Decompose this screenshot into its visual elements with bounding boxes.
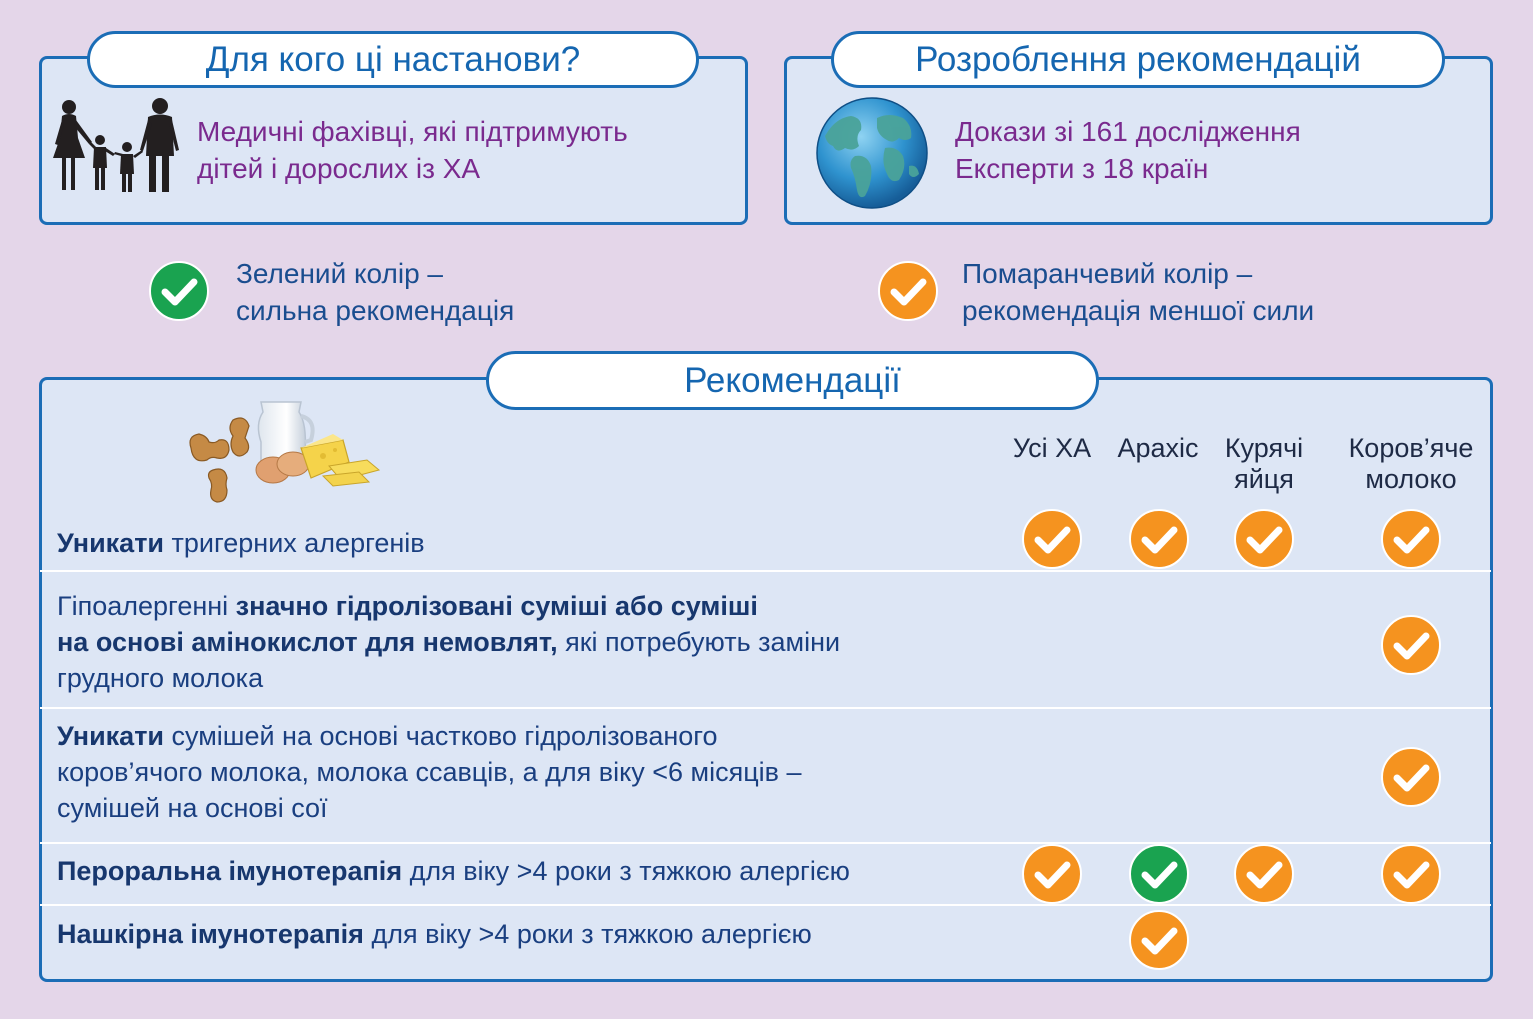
weak-check-icon xyxy=(1128,508,1190,570)
recommendation-line xyxy=(57,624,840,660)
recommendation-row-epicutaneous-immunotherapy xyxy=(57,916,812,952)
recommendation-row-avoid-triggers xyxy=(57,525,425,561)
food-allergens-icon xyxy=(183,390,383,510)
column-header-all-line-1: Усі ХА xyxy=(1012,433,1092,463)
recommendation-line xyxy=(57,588,840,624)
weak-check-icon xyxy=(1380,843,1442,905)
recommendation-row-hypoallergenic-formula xyxy=(57,588,840,696)
recommendation-emphasis: Пероральна імунотерапія xyxy=(57,856,403,886)
weak-check-icon xyxy=(1128,909,1190,971)
audience-text xyxy=(197,113,628,187)
strong-check-icon xyxy=(1128,843,1190,905)
recommendation-text: сумішей на основі сої xyxy=(57,793,328,823)
recommendation-emphasis: Нашкірна імунотерапія xyxy=(57,919,364,949)
family-silhouette-icon xyxy=(52,98,184,198)
recommendation-emphasis: значно гідролізовані суміші або суміші xyxy=(235,591,758,621)
weak-check-icon xyxy=(1233,508,1295,570)
development-title: Розроблення рекомендацій xyxy=(831,31,1445,88)
development-line-1: Докази зі 161 дослідження xyxy=(955,116,1301,147)
recommendation-text: грудного молока xyxy=(57,663,264,693)
column-header-milk-line-1: Коров’яче xyxy=(1348,433,1474,463)
column-header-milk-line-2: молоко xyxy=(1365,464,1457,494)
weak-check-icon xyxy=(1380,746,1442,808)
strong-recommendation-check-icon xyxy=(148,260,210,322)
weak-check-icon xyxy=(1380,508,1442,570)
column-header-milk xyxy=(1336,433,1486,495)
column-header-peanut xyxy=(1108,433,1208,464)
weak-check-icon xyxy=(1233,843,1295,905)
recommendation-line xyxy=(57,916,812,952)
recommendations-title: Рекомендації xyxy=(486,351,1099,410)
recommendation-text: сумішей на основі частково гідролізованого xyxy=(164,721,718,751)
globe-icon xyxy=(815,96,929,210)
recommendation-line xyxy=(57,660,840,696)
recommendation-text: Гіпоалергенні xyxy=(57,591,236,621)
weak-legend-text xyxy=(962,255,1314,329)
column-header-eggs-line-1: Курячі xyxy=(1224,433,1304,463)
recommendation-text: для віку >4 роки з тяжкою алергією xyxy=(402,856,850,886)
recommendation-text: тригерних алергенів xyxy=(164,528,425,558)
weak-check-icon xyxy=(1021,843,1083,905)
recommendation-emphasis: на основі амінокислот для немовлят, xyxy=(57,627,558,657)
recommendation-line xyxy=(57,718,802,754)
recommendation-text: коров’ячого молока, молока ссавців, а для віку <6 місяців – xyxy=(57,757,802,787)
recommendation-row-avoid-partial-hydrolysed xyxy=(57,718,802,826)
strong-legend-line-1: Зелений колір – xyxy=(236,258,443,289)
strong-legend-text xyxy=(236,255,514,329)
recommendation-emphasis: Уникати xyxy=(57,528,165,558)
recommendation-line xyxy=(57,853,850,889)
recommendation-row-oral-immunotherapy xyxy=(57,853,850,889)
weak-legend-line-2: рекомендація меншої сили xyxy=(962,295,1315,326)
strong-legend-line-2: сильна рекомендація xyxy=(236,295,515,326)
audience-line-1: Медичні фахівці, які підтримують xyxy=(197,116,628,147)
development-text xyxy=(955,113,1301,187)
recommendation-emphasis: Уникати xyxy=(57,721,165,751)
row-divider xyxy=(40,707,1491,709)
column-header-eggs-line-2: яйця xyxy=(1234,464,1294,494)
column-header-eggs xyxy=(1212,433,1316,495)
recommendation-line xyxy=(57,525,425,561)
development-line-2: Експерти з 18 країн xyxy=(955,153,1209,184)
recommendation-line xyxy=(57,790,802,826)
weak-legend-line-1: Помаранчевий колір – xyxy=(962,258,1253,289)
column-header-all xyxy=(1002,433,1102,464)
weak-check-icon xyxy=(1021,508,1083,570)
audience-title: Для кого ці настанови? xyxy=(87,31,699,88)
recommendation-text: які потребують заміни xyxy=(557,627,841,657)
recommendation-line xyxy=(57,754,802,790)
column-header-peanut-line-1: Арахіс xyxy=(1117,433,1199,463)
recommendation-text: для віку >4 роки з тяжкою алергією xyxy=(363,919,812,949)
row-divider xyxy=(40,570,1491,572)
weak-recommendation-check-icon xyxy=(877,260,939,322)
weak-check-icon xyxy=(1380,614,1442,676)
audience-line-2: дітей і дорослих із ХА xyxy=(197,153,481,184)
